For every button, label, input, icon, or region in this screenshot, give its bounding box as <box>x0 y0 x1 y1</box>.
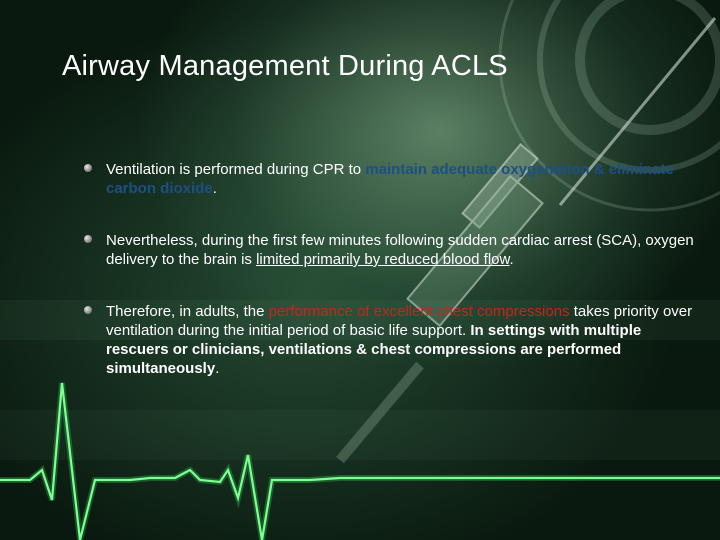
bullet-dot-icon <box>84 164 92 172</box>
bullet-highlight: maintain adequate oxygenation & eliminate carbon dioxide <box>106 161 674 197</box>
bullet-dot-icon <box>84 306 92 314</box>
bullet-list <box>84 160 704 411</box>
bullet-text-post: . <box>509 251 514 268</box>
bullet-text-pre: Ventilation is performed during CPR to <box>106 161 366 178</box>
bullet-text <box>106 160 704 198</box>
slide-title: Airway Management During ACLS <box>62 50 508 82</box>
bullet-text <box>106 302 704 378</box>
bullet-item <box>84 231 704 269</box>
bullet-text-post: . <box>212 180 217 197</box>
bullet-text-pre: Nevertheless, during the first few minutes following sudden cardiac arrest (SCA), oxygen delivery to the brain is <box>106 232 694 268</box>
bullet-item <box>84 302 704 378</box>
bullet-highlight: limited primarily by reduced blood flow <box>256 251 510 268</box>
bullet-text-pre: Therefore, in adults, the <box>106 303 269 320</box>
bullet-text-post: . <box>215 360 220 377</box>
bullet-text <box>106 231 704 269</box>
bullet-dot-icon <box>84 235 92 243</box>
bullet-bold-text: In settings with multiple rescuers or clinicians, ventilations & chest compressions are performed simultaneously <box>106 322 642 377</box>
bullet-text-mid: takes priority over ventilation during the initial period of basic life support. <box>106 303 693 339</box>
bullet-highlight: performance of excellent chest compressions <box>268 303 570 320</box>
bullet-item <box>84 160 704 198</box>
